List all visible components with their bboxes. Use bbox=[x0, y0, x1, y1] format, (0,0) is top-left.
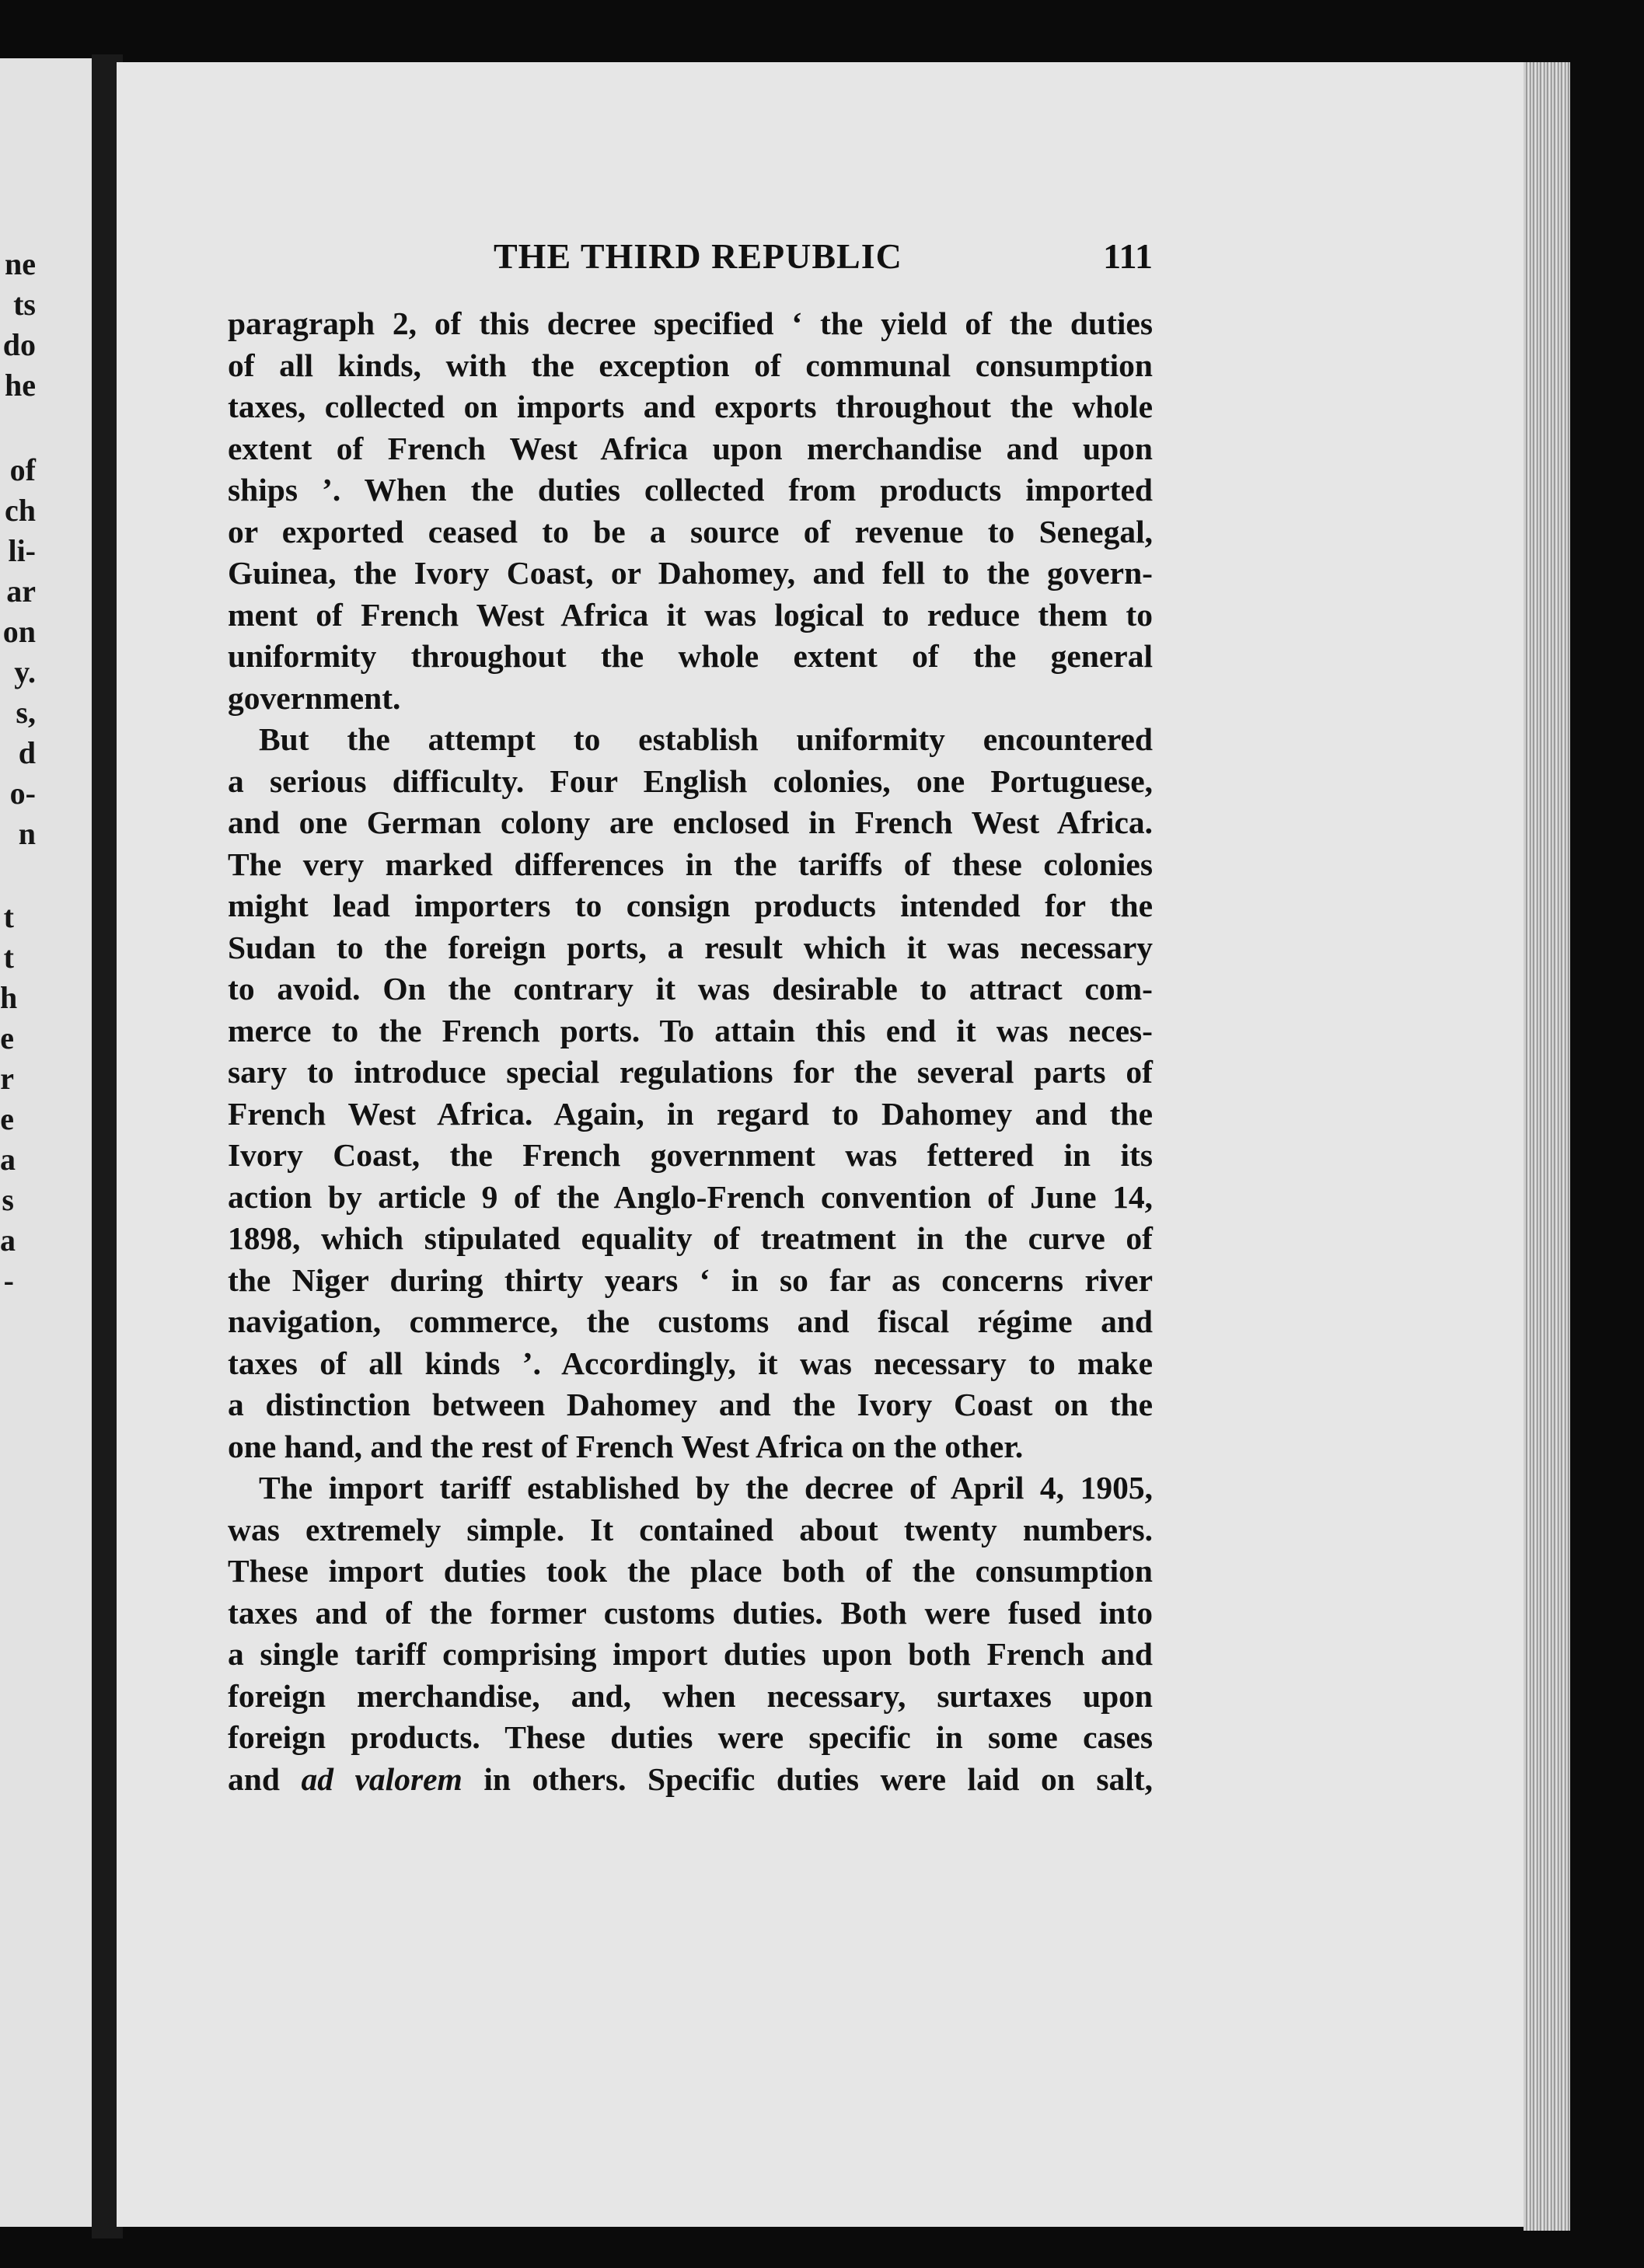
facing-page-fragment: e bbox=[0, 1101, 14, 1136]
text-line: ment of French West Africa it was logical to reduce them to bbox=[228, 596, 1153, 633]
text-segment: and bbox=[228, 1760, 302, 1797]
facing-page-fragment: a bbox=[0, 1142, 16, 1177]
text-line: might lead importers to consign products intended for the bbox=[228, 888, 1153, 923]
paragraph bbox=[228, 303, 1153, 719]
facing-page-fragment: o- bbox=[9, 776, 36, 811]
facing-page-fragment: - bbox=[3, 1263, 14, 1298]
facing-page-fragment: t bbox=[3, 899, 14, 934]
text-line: a serious difficulty. Four English colonies, one Portuguese, bbox=[228, 762, 1153, 799]
paragraph bbox=[228, 1467, 1153, 1800]
text-line: extent of French West Africa upon merchandise and upon bbox=[228, 430, 1153, 466]
text-line: government. bbox=[228, 679, 401, 716]
text-line: to avoid. On the contrary it was desirable to attract com- bbox=[228, 971, 1153, 1007]
text-line: taxes, collected on imports and exports throughout the whole bbox=[228, 389, 1153, 424]
text-line: foreign products. These duties were specific in some cases bbox=[228, 1719, 1153, 1755]
facing-page-fragment: a bbox=[0, 1223, 16, 1258]
text-line: or exported ceased to be a source of revenue to Senegal, bbox=[228, 513, 1153, 550]
text-line: The import tariff established by the decree of April 4, 1905, bbox=[259, 1470, 1153, 1506]
text-line: But the attempt to establish uniformity encountered bbox=[259, 721, 1153, 757]
body-text bbox=[228, 303, 1153, 1800]
text-line: a distinction between Dahomey and the Ivory Coast on the bbox=[228, 1387, 1153, 1422]
text-line: navigation, commerce, the customs and fiscal régime and bbox=[228, 1303, 1153, 1339]
facing-page-fragment: ar bbox=[6, 574, 36, 609]
text-line: taxes and of the former customs duties. Both were fused into bbox=[228, 1594, 1153, 1631]
text-segment: in others. Specific duties were laid on salt, bbox=[462, 1760, 1153, 1797]
facing-page-fragment: li- bbox=[8, 533, 36, 568]
text-line: of all kinds, with the exception of communal consumption bbox=[228, 347, 1153, 383]
facing-page-fragment: he bbox=[5, 368, 36, 403]
text-line: merce to the French ports. To attain this end it was neces- bbox=[228, 1012, 1153, 1049]
facing-page-fragment: ts bbox=[13, 287, 36, 322]
facing-page-fragment: ne bbox=[5, 246, 36, 281]
text-line: Ivory Coast, the French government was fettered in its bbox=[228, 1137, 1153, 1173]
text-line: the Niger during thirty years ‘ in so far as concerns river bbox=[228, 1261, 1153, 1298]
text-line: ships ’. When the duties collected from products imported bbox=[228, 472, 1153, 508]
text-line: French West Africa. Again, in regard to Dahomey and the bbox=[228, 1095, 1153, 1132]
text-line: and one German colony are enclosed in French West Africa. bbox=[228, 804, 1153, 840]
text-line: one hand, and the rest of French West Africa on the other. bbox=[228, 1428, 1024, 1464]
text-line: The very marked differences in the tariffs of these colonies bbox=[228, 846, 1153, 882]
facing-page-fragment: s bbox=[2, 1182, 14, 1217]
text-line: Sudan to the foreign ports, a result which it was necessary bbox=[228, 929, 1153, 965]
facing-page-fragment: do bbox=[2, 327, 36, 362]
text-line: a single tariff comprising import duties upon both French and bbox=[228, 1636, 1153, 1672]
facing-page-fragment: of bbox=[9, 452, 36, 487]
facing-page-fragment: e bbox=[0, 1021, 14, 1055]
text-line: was extremely simple. It contained about twenty numbers. bbox=[228, 1511, 1153, 1547]
running-head bbox=[228, 236, 1153, 279]
facing-page-fragment: r bbox=[0, 1061, 14, 1096]
text-line bbox=[228, 1759, 1153, 1801]
facing-page-fragment: s, bbox=[16, 695, 36, 730]
text-line: uniformity throughout the whole extent of the general bbox=[228, 638, 1153, 674]
text-line: 1898, which stipulated equality of treatment in the curve of bbox=[228, 1220, 1153, 1256]
page-edges bbox=[1524, 62, 1570, 2231]
text-line: foreign merchandise, and, when necessary, surtaxes upon bbox=[228, 1677, 1153, 1714]
facing-page bbox=[0, 58, 92, 2227]
italic-phrase: ad valorem bbox=[301, 1760, 462, 1797]
text-line: sary to introduce special regulations for the several parts of bbox=[228, 1054, 1153, 1090]
text-line: taxes of all kinds ’. Accordingly, it was necessary to make bbox=[228, 1345, 1153, 1381]
facing-page-fragment: y. bbox=[14, 654, 36, 689]
facing-page-fragment: d bbox=[18, 735, 36, 770]
text-line: action by article 9 of the Anglo-French convention of June 14, bbox=[228, 1178, 1153, 1215]
text-line: paragraph 2, of this decree specified ‘ the yield of the duties bbox=[228, 305, 1153, 341]
text-line: Guinea, the Ivory Coast, or Dahomey, and fell to the govern- bbox=[228, 555, 1153, 591]
paragraph bbox=[228, 719, 1153, 1467]
facing-page-fragment: h bbox=[0, 980, 18, 1015]
text-line: These import duties took the place both of the consumption bbox=[228, 1553, 1153, 1589]
running-title: THE THIRD REPUBLIC bbox=[494, 236, 902, 276]
facing-page-fragment: n bbox=[18, 816, 36, 851]
facing-page-fragment: t bbox=[3, 940, 14, 975]
facing-page-fragment: ch bbox=[5, 493, 36, 528]
page-number: 111 bbox=[1103, 236, 1153, 276]
facing-page-fragment: on bbox=[2, 614, 36, 649]
